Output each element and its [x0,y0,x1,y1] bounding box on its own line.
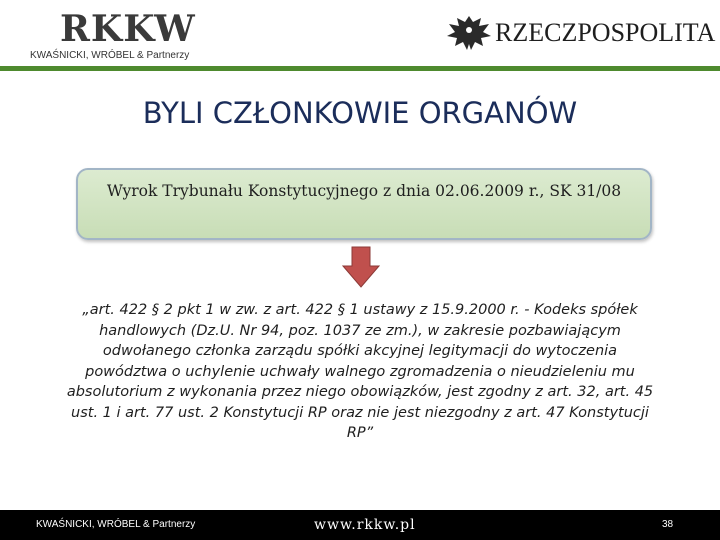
judgment-reference: Wyrok Trybunału Konstytucyjnego z dnia 02.06.2009 r., SK 31/08 [106,182,622,200]
footer-firm-name: KWAŚNICKI, WRÓBEL & Partnerzy [36,519,196,530]
judgment-callout-box [76,168,652,240]
rzeczpospolita-logo [445,12,716,56]
rkkw-logo-subtitle: KWAŚNICKI, WRÓBEL & Partnerzy [30,50,190,61]
ruling-quote: „art. 422 § 2 pkt 1 w zw. z art. 422 § 1 ustawy z 15.9.2000 r. - Kodeks spółek handlowych (Dz.U. Nr 94, poz. 1037 ze zm.), w zakresie pozbawiającym odwołanego członka zarządu spółki akcyjnej legitymacji do wytoczenia powództwa o uchylenie uchwały walnego zgromadzenia o nieudzieleniu mu absolutorium z wykonania przez niego obowiązków, jest zgodny z art. 32, art. 45 ust. 1 i art. 77 ust. 2 Konstytucji RP oraz nie jest niezgodny z art. 47 Konstytucji RP” [66,302,654,441]
rzeczpospolita-wordmark: RZECZPOSPOLITA [495,18,716,47]
rkkw-logo [30,6,210,64]
slide-title: BYLI CZŁONKOWIE ORGANÓW [142,96,578,130]
header-divider [0,66,720,71]
footer-bar [0,510,720,540]
slide-number: 38 [662,519,674,530]
footer-website: www.rkkw.pl [314,517,416,533]
eagle-icon [445,12,493,52]
rkkw-logo-mark: RKKW [60,8,196,50]
down-arrow-icon [342,246,380,288]
